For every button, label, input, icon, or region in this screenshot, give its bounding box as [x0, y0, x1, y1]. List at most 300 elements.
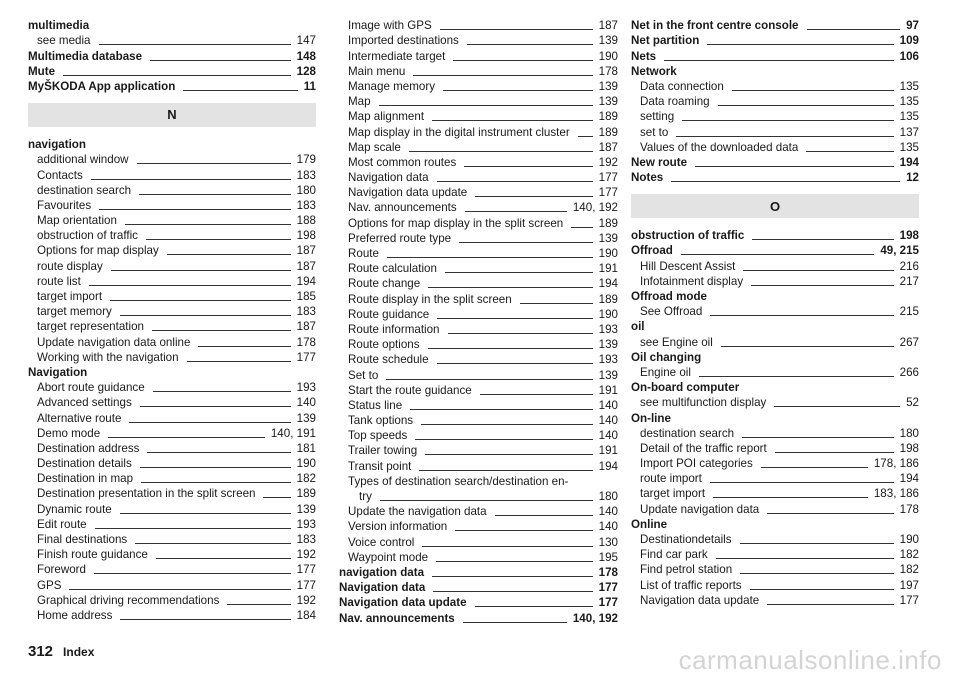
leader-line: [120, 315, 291, 316]
leader-line: [167, 254, 291, 255]
index-entry: [339, 215, 618, 230]
entry-page-ref: 183: [296, 533, 316, 546]
entry-label: Waypoint mode: [348, 550, 429, 564]
leader-line: [422, 546, 592, 547]
entry-label: Multimedia database: [28, 49, 143, 63]
index-entry: [339, 170, 618, 185]
entry-label: Route change: [348, 277, 421, 291]
entry-label: Finish route guidance: [37, 548, 148, 562]
entry-label: List of traffic reports: [640, 578, 742, 592]
entry-label: Online: [631, 517, 668, 531]
index-entry: [339, 504, 618, 519]
leader-line: [453, 60, 592, 61]
entry-label: Import POI categories: [640, 457, 753, 471]
entry-label: Final destinations: [37, 533, 128, 546]
entry-label: obstruction of traffic: [631, 229, 745, 243]
index-entry: [339, 185, 618, 200]
entry-page-ref: 185: [296, 290, 316, 303]
entry-page-ref: 190: [598, 307, 618, 321]
entry-page-ref: 193: [296, 517, 316, 531]
entry-page-ref: 183: [296, 168, 316, 182]
index-entry: [631, 319, 919, 334]
leader-line: [139, 194, 291, 195]
leader-line: [436, 561, 593, 562]
index-entry: [339, 200, 618, 215]
entry-label: navigation: [28, 138, 86, 152]
index-entry: [28, 334, 316, 349]
entry-label: Find car park: [640, 548, 708, 562]
index-entry: [28, 198, 316, 213]
entry-label: New route: [631, 155, 688, 169]
index-entry: [339, 64, 618, 79]
index-entry: [339, 246, 618, 261]
entry-label: Transit point: [348, 459, 412, 473]
entry-page-ref: 177: [598, 171, 618, 185]
entry-page-ref: 97: [906, 19, 919, 33]
entry-label: Offroad mode: [631, 290, 708, 303]
leader-line: [740, 543, 894, 544]
index-entry: [631, 562, 919, 577]
leader-line: [150, 60, 291, 61]
leader-line: [91, 179, 291, 180]
leader-line: [752, 239, 893, 240]
index-entry: [339, 489, 618, 504]
entry-page-ref: 190: [899, 533, 919, 546]
index-entry: [339, 565, 618, 580]
leader-line: [742, 437, 894, 438]
index-entry: [339, 231, 618, 246]
index-entry: [339, 550, 618, 565]
index-entry: [339, 383, 618, 398]
index-entry: [339, 307, 618, 322]
index-entry: [28, 33, 316, 48]
leader-line: [152, 330, 291, 331]
leader-line: [432, 120, 593, 121]
leader-line: [716, 558, 894, 559]
index-entry: [28, 410, 316, 425]
leader-line: [69, 589, 290, 590]
entry-label: Map orientation: [37, 214, 117, 228]
leader-line: [718, 105, 894, 106]
index-entry: [339, 33, 618, 48]
entry-page-ref: 140: [598, 520, 618, 534]
leader-line: [437, 318, 592, 319]
entry-label: Alternative route: [37, 411, 122, 425]
entry-label: Update the navigation data: [348, 505, 487, 519]
leader-line: [520, 303, 593, 304]
entry-page-ref: 193: [296, 381, 316, 395]
entry-label: On-line: [631, 411, 671, 425]
leader-line: [425, 454, 593, 455]
index-entry: [631, 334, 919, 349]
index-entry: [339, 428, 618, 443]
entry-label: Tank options: [348, 414, 414, 428]
index-entry: [631, 170, 919, 185]
entry-label: Mute: [28, 64, 56, 78]
leader-line: [95, 528, 291, 529]
entry-page-ref: 140: [598, 398, 618, 412]
entry-label: Top speeds: [348, 429, 408, 443]
index-entry: [28, 517, 316, 532]
entry-page-ref: 139: [598, 231, 618, 245]
leader-line: [156, 558, 291, 559]
entry-label: Route: [348, 247, 379, 260]
entry-page-ref: 135: [899, 140, 919, 154]
index-entry: [339, 580, 618, 595]
entry-page-ref: 180: [296, 183, 316, 197]
entry-page-ref: 189: [598, 125, 618, 139]
entry-page-ref: 12: [906, 171, 919, 185]
index-entry: [28, 304, 316, 319]
entry-page-ref: 178: [598, 565, 618, 579]
leader-line: [99, 44, 291, 45]
entry-label: multimedia: [28, 19, 90, 33]
index-entry: [28, 577, 316, 592]
index-entry: [631, 532, 919, 547]
index-entry: [631, 471, 919, 486]
entry-page-ref: 177: [296, 578, 316, 592]
index-entry: [631, 577, 919, 592]
entry-page-ref: 177: [296, 350, 316, 364]
entry-label: Main menu: [348, 64, 406, 78]
entry-label: Most common routes: [348, 155, 457, 169]
index-entry: [28, 18, 316, 33]
index-entry: [339, 48, 618, 63]
section-letter-heading: N: [28, 103, 316, 127]
leader-line: [380, 500, 593, 501]
index-entry: [339, 155, 618, 170]
leader-line: [99, 209, 291, 210]
entry-label: Options for map display in the split screen: [348, 216, 564, 230]
index-entry: [631, 426, 919, 441]
entry-page-ref: 178: [598, 64, 618, 78]
index-entry: [631, 380, 919, 395]
index-entry: [631, 48, 919, 63]
entry-label: Home address: [37, 608, 113, 622]
index-entry: [631, 79, 919, 94]
entry-page-ref: 216: [899, 259, 919, 273]
leader-line: [571, 227, 592, 228]
entry-page-ref: 106: [899, 49, 919, 63]
leader-line: [721, 346, 894, 347]
leader-line: [671, 181, 900, 182]
entry-label: Route display in the split screen: [348, 292, 512, 306]
entry-label: MyŠKODA App application: [28, 79, 176, 93]
index-entry: [28, 501, 316, 516]
section-letter-heading: O: [631, 194, 919, 218]
entry-label: Contacts: [37, 168, 83, 182]
entry-page-ref: 135: [899, 110, 919, 124]
index-entry: [631, 64, 919, 79]
entry-label: Navigation: [28, 365, 88, 379]
index-entry: [339, 519, 618, 534]
leader-line: [108, 437, 265, 438]
index-entry: [631, 410, 919, 425]
entry-page-ref: 177: [598, 186, 618, 200]
entry-page-ref: 215: [899, 305, 919, 319]
leader-line: [110, 300, 291, 301]
leader-line: [751, 285, 894, 286]
entry-page-ref: 52: [906, 396, 919, 410]
entry-label: Status line: [348, 398, 403, 412]
index-entry: [631, 228, 919, 243]
entry-page-ref: 187: [598, 19, 618, 33]
entry-label: Manage memory: [348, 79, 435, 93]
entry-label: On-board computer: [631, 381, 740, 395]
leader-line: [433, 591, 592, 592]
entry-page-ref: 194: [899, 472, 919, 486]
index-entry: [631, 258, 919, 273]
entry-label: Navigation data update: [348, 186, 468, 200]
leader-line: [459, 242, 593, 243]
entry-page-ref: 177: [598, 596, 618, 610]
leader-line: [198, 346, 290, 347]
entry-page-ref: 267: [899, 335, 919, 349]
index-entry: [339, 413, 618, 428]
index-entry: [339, 322, 618, 337]
entry-label: Image with GPS: [348, 19, 432, 33]
index-entry: [631, 501, 919, 516]
leader-line: [676, 136, 893, 137]
entry-page-ref: 140: [598, 429, 618, 443]
entry-label: obstruction of traffic: [37, 229, 138, 243]
index-entry: [28, 167, 316, 182]
leader-line: [437, 363, 593, 364]
index-entry: [631, 593, 919, 608]
entry-page-ref: 139: [296, 411, 316, 425]
entry-label: Options for map display: [37, 244, 159, 258]
leader-line: [379, 105, 593, 106]
entry-page-ref: 182: [899, 548, 919, 562]
leader-line: [743, 270, 893, 271]
watermark: carmanualsonline.info: [678, 645, 942, 675]
index-entry: [339, 79, 618, 94]
leader-line: [775, 452, 894, 453]
index-entry: [28, 380, 316, 395]
index-entry: [631, 456, 919, 471]
entry-label: target memory: [37, 305, 112, 319]
index-entry: [28, 426, 316, 441]
leader-line: [409, 151, 593, 152]
leader-line: [774, 406, 900, 407]
index-entry: [28, 274, 316, 289]
leader-line: [94, 573, 291, 574]
index-entry: [339, 443, 618, 458]
leader-line: [740, 573, 894, 574]
entry-label: Destination presentation in the split screen: [37, 487, 256, 501]
index-entry: [631, 140, 919, 155]
leader-line: [455, 530, 592, 531]
entry-page-ref: 109: [899, 34, 919, 48]
entry-page-ref: 189: [598, 216, 618, 230]
entry-label: Trailer towing: [348, 444, 418, 458]
index-entry: [28, 137, 316, 152]
entry-page-ref: 148: [296, 49, 316, 63]
index-entry: [631, 517, 919, 532]
entry-label: see Engine oil: [640, 335, 713, 349]
entry-page-ref: 187: [296, 320, 316, 334]
entry-label: Navigation data: [348, 171, 429, 185]
leader-line: [183, 90, 297, 91]
leader-line: [125, 224, 291, 225]
index-entry: [631, 395, 919, 410]
entry-label: Route information: [348, 322, 440, 336]
leader-line: [443, 90, 593, 91]
entry-label: Net partition: [631, 34, 700, 48]
entry-label: Set to: [348, 368, 379, 382]
leader-line: [440, 29, 593, 30]
entry-label: Route options: [348, 338, 420, 352]
entry-label: See Offroad: [640, 305, 703, 319]
entry-label: Foreword: [37, 563, 86, 577]
index-entry: [28, 365, 316, 380]
index-entry: [339, 458, 618, 473]
index-entry: [28, 441, 316, 456]
entry-label: additional window: [37, 153, 129, 167]
entry-label: Destination address: [37, 441, 140, 455]
entry-page-ref: 135: [899, 95, 919, 109]
index-entry: [339, 140, 618, 155]
index-entry: [631, 243, 919, 258]
section-title: Index: [63, 645, 95, 659]
leader-line: [681, 254, 874, 255]
leader-line: [421, 424, 593, 425]
index-entry: [28, 562, 316, 577]
entry-page-ref: 194: [899, 155, 919, 169]
leader-line: [428, 348, 593, 349]
entry-page-ref: 191: [598, 444, 618, 458]
index-entry: [339, 352, 618, 367]
leader-line: [227, 604, 290, 605]
entry-page-ref: 139: [598, 34, 618, 48]
entry-label: Data roaming: [640, 95, 710, 109]
entry-label: Map display in the digital instrument cluster: [348, 125, 570, 139]
entry-page-ref: 178: [296, 335, 316, 349]
entry-page-ref: 193: [598, 322, 618, 336]
entry-label: Route schedule: [348, 353, 429, 367]
leader-line: [147, 452, 290, 453]
entry-page-ref: 188: [296, 214, 316, 228]
entry-page-ref: 140, 192: [572, 201, 618, 215]
leader-line: [445, 272, 593, 273]
leader-line: [432, 576, 593, 577]
entry-page-ref: 139: [598, 95, 618, 109]
index-entry: [28, 258, 316, 273]
index-entry: [28, 319, 316, 334]
index-entry: [631, 365, 919, 380]
entry-label: target representation: [37, 320, 144, 334]
entry-page-ref: 192: [296, 593, 316, 607]
leader-line: [682, 120, 893, 121]
entry-label: Map: [348, 95, 371, 109]
index-column-2: [339, 18, 618, 626]
entry-page-ref: 183: [296, 198, 316, 212]
leader-line: [807, 29, 901, 30]
entry-page-ref: 135: [899, 79, 919, 93]
entry-page-ref: 137: [899, 125, 919, 139]
index-entry: [631, 109, 919, 124]
entry-page-ref: 190: [296, 457, 316, 471]
entry-page-ref: 177: [899, 593, 919, 607]
entry-page-ref: 182: [899, 563, 919, 577]
index-entry: [339, 534, 618, 549]
entry-label: Navigation data update: [640, 593, 760, 607]
entry-label: Version information: [348, 520, 448, 534]
entry-label: Map alignment: [348, 110, 425, 124]
index-entry: [631, 124, 919, 139]
leader-line: [465, 211, 567, 212]
entry-page-ref: 139: [598, 338, 618, 352]
entry-page-ref: 190: [598, 247, 618, 260]
leader-line: [89, 285, 291, 286]
entry-page-ref: 187: [296, 244, 316, 258]
leader-line: [146, 239, 291, 240]
entry-page-ref: 187: [598, 140, 618, 154]
leader-line: [699, 376, 894, 377]
index-entry: [28, 471, 316, 486]
entry-page-ref: 197: [899, 578, 919, 592]
entry-page-ref: 181: [296, 441, 316, 455]
entry-page-ref: 140: [598, 505, 618, 519]
index-entry: [339, 109, 618, 124]
entry-label: Dynamic route: [37, 502, 112, 516]
entry-page-ref: 49, 215: [880, 244, 919, 258]
entry-page-ref: 266: [899, 365, 919, 379]
leader-line: [713, 497, 868, 498]
entry-page-ref: 139: [296, 502, 316, 516]
leader-line: [467, 44, 593, 45]
index-entry: [339, 291, 618, 306]
index-entry: [339, 337, 618, 352]
leader-line: [413, 75, 592, 76]
entry-label: GPS: [37, 578, 62, 592]
index-entry: [28, 228, 316, 243]
leader-line: [480, 394, 593, 395]
index-entry: [28, 79, 316, 94]
entry-page-ref: 194: [598, 277, 618, 291]
entry-page-ref: 177: [296, 563, 316, 577]
leader-line: [135, 543, 290, 544]
entry-label: Net in the front centre console: [631, 19, 799, 33]
index-entry: [631, 547, 919, 562]
entry-label: Network: [631, 64, 677, 78]
index-entry: [28, 64, 316, 79]
index-entry: [339, 261, 618, 276]
entry-label: Demo mode: [37, 426, 101, 440]
leader-line: [141, 482, 291, 483]
entry-page-ref: 130: [598, 535, 618, 549]
entry-page-ref: 217: [899, 274, 919, 288]
entry-page-ref: 178, 186: [873, 457, 919, 471]
index-entry: [28, 152, 316, 167]
entry-label: Start the route guidance: [348, 383, 472, 397]
entry-label: Notes: [631, 171, 664, 185]
entry-page-ref: 128: [296, 64, 316, 78]
entry-page-ref: 147: [296, 34, 316, 48]
entry-page-ref: 194: [598, 459, 618, 473]
index-entry: [631, 274, 919, 289]
entry-label: route list: [37, 274, 81, 288]
leader-line: [428, 287, 592, 288]
index-entry: [28, 183, 316, 198]
entry-label: Nets: [631, 49, 657, 63]
entry-label: Abort route guidance: [37, 381, 145, 395]
entry-label: try: [359, 490, 372, 503]
entry-page-ref: 180: [899, 426, 919, 440]
index-entry: [339, 367, 618, 382]
entry-page-ref: 189: [598, 110, 618, 124]
leader-line: [732, 90, 894, 91]
